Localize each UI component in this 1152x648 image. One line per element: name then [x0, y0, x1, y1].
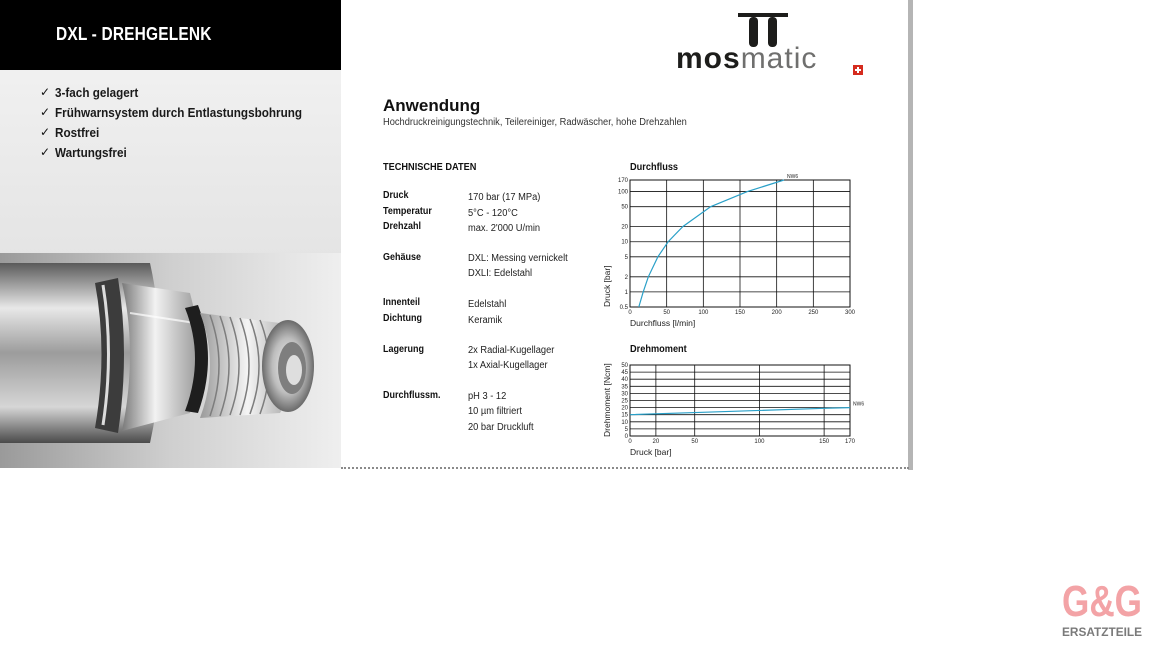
title-bar: [0, 0, 341, 70]
spec-label: Drehzahl: [383, 221, 422, 232]
x-tick-label: 50: [691, 439, 699, 445]
feature-label: Rostfrei: [55, 125, 100, 140]
brand-logo-part2: matic: [740, 42, 818, 75]
spec-value: 170 bar (17 MPa): [468, 192, 541, 203]
y-tick-label: 20: [621, 224, 628, 231]
flow-chart-ylabel: Druck [bar]: [602, 265, 612, 307]
product-photo: [0, 253, 341, 468]
spec-value: 5°C - 120°C: [468, 208, 518, 219]
application-heading: Anwendung: [383, 96, 481, 115]
y-tick-label: 30: [621, 391, 628, 398]
brand-logo-part1: mos: [676, 42, 741, 75]
flow-chart-xlabel: Durchfluss [l/min]: [630, 318, 696, 328]
spec-label: Druck: [383, 190, 409, 201]
y-tick-label: 50: [621, 363, 628, 369]
x-tick-label: 300: [844, 310, 856, 316]
flow-chart: [608, 172, 868, 322]
x-tick-label: 50: [663, 310, 671, 316]
x-tick-label: 200: [771, 310, 782, 316]
x-tick-label: 100: [698, 310, 709, 316]
page-shadow: [908, 0, 913, 470]
product-title: DXL - DREHGELENK: [56, 24, 212, 44]
spec-label: Dichtung: [383, 313, 422, 324]
spec-label: Lagerung: [383, 344, 425, 355]
check-icon: ✓: [40, 105, 51, 119]
spec-label: Innenteil: [383, 297, 421, 308]
y-tick-label: 1: [624, 289, 628, 296]
series-line: [639, 180, 784, 307]
torque-chart-title: Drehmoment: [630, 344, 687, 355]
series-label: NW6: [853, 401, 865, 408]
spec-label: Durchflussm.: [383, 390, 441, 401]
spec-value: Edelstahl: [468, 299, 507, 310]
gg-logo-tagline: ERSATZTEILE: [1062, 627, 1143, 639]
x-tick-label: 0: [628, 439, 632, 445]
y-tick-label: 20: [621, 405, 628, 412]
series-label: NW6: [787, 174, 799, 180]
application-text: Hochdruckreinigungstechnik, Teilereiniger, Radwäscher, hohe Drehzahlen: [383, 117, 687, 128]
y-tick-label: 5: [624, 426, 628, 433]
y-tick-label: 0: [624, 434, 628, 440]
spec-label: Temperatur: [383, 206, 432, 217]
spec-value: pH 3 - 12 10 µm filtriert 20 bar Druckluft: [468, 391, 534, 433]
spec-value: Keramik: [468, 315, 503, 326]
y-tick-label: 35: [621, 384, 628, 391]
y-tick-label: 25: [621, 398, 628, 405]
y-tick-label: 10: [621, 419, 628, 426]
y-tick-label: 15: [621, 412, 628, 419]
torque-chart-ylabel: Drehmoment [Ncm]: [602, 363, 612, 437]
spec-value: 2x Radial-Kugellager 1x Axial-Kugellager: [468, 345, 555, 372]
x-tick-label: 100: [754, 439, 765, 445]
torque-chart-xlabel: Druck [bar]: [630, 447, 672, 457]
feature-label: Wartungsfrei: [55, 145, 127, 160]
specs-title: TECHNISCHE DATEN: [383, 162, 477, 173]
x-tick-label: 20: [652, 439, 660, 445]
product-panel: [0, 0, 341, 468]
swiss-flag-icon: [853, 65, 863, 75]
x-tick-label: 150: [819, 439, 830, 445]
spec-label: Gehäuse: [383, 252, 422, 263]
brand-logo: [676, 44, 817, 74]
feature-label: 3-fach gelagert: [55, 85, 139, 100]
x-tick-label: 170: [844, 439, 856, 445]
y-tick-label: 100: [617, 189, 628, 196]
gg-ersatzteile-logo: [1060, 570, 1146, 640]
spec-value: max. 2'000 U/min: [468, 223, 541, 234]
x-tick-label: 250: [808, 310, 819, 316]
x-tick-label: 150: [734, 310, 746, 316]
y-tick-label: 170: [617, 178, 628, 184]
y-tick-label: 45: [621, 370, 628, 377]
y-tick-label: 40: [621, 377, 628, 384]
y-tick-label: 50: [621, 204, 628, 211]
series-line: [630, 408, 850, 415]
feature-label: Frühwarnsystem durch Entlastungsbohrung: [55, 105, 303, 120]
y-tick-label: 5: [624, 254, 628, 261]
x-tick-label: 0: [628, 310, 632, 316]
y-tick-label: 10: [621, 239, 628, 246]
y-tick-label: 0.5: [619, 305, 628, 311]
check-icon: ✓: [40, 125, 51, 139]
spec-value: DXL: Messing vernickelt DXLI: Edelstahl: [468, 253, 568, 280]
check-icon: ✓: [40, 85, 51, 99]
torque-chart: [608, 358, 868, 450]
y-tick-label: 2: [624, 274, 628, 281]
check-icon: ✓: [40, 145, 51, 159]
page-divider: [341, 466, 909, 469]
gg-logo-text: G&G: [1062, 577, 1142, 626]
flow-chart-title: Durchfluss: [630, 162, 679, 173]
